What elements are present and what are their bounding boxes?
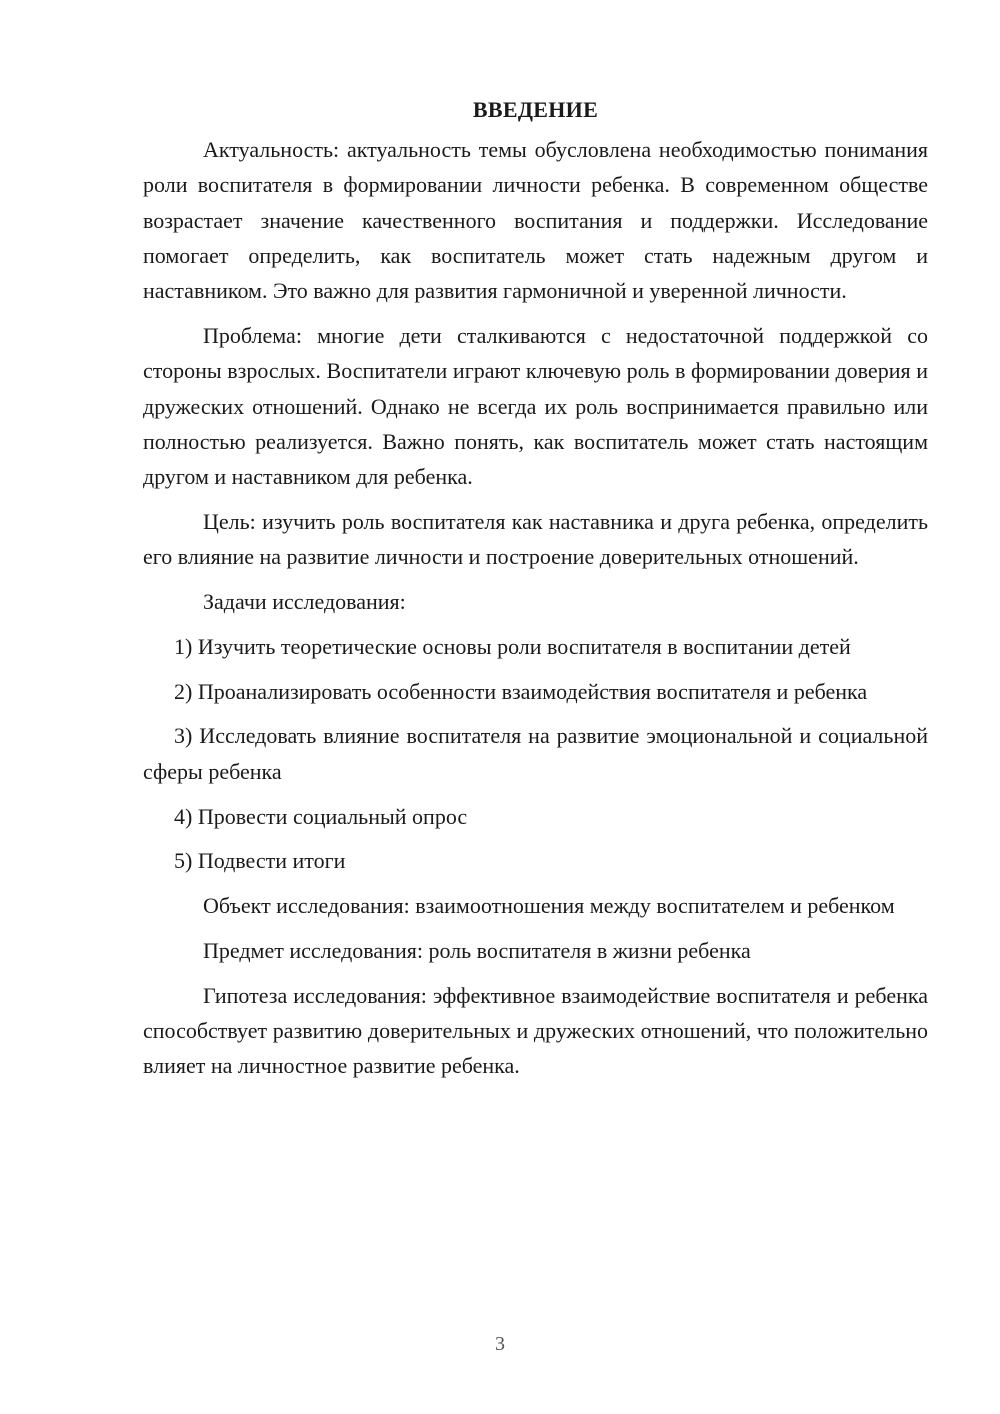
problem-paragraph: Проблема: многие дети сталкиваются с недостаточной поддержкой со стороны взрослых. Воспитатели играют ключевую роль в формировании доверия и дружеских отношений. Однако не всегда их роль воспринимается правильно или полностью реализуется. Важно понять, как воспитатель может стать настоящим другом и наставником для ребенка. [143,322,928,490]
task-item: 5) Подвести итоги [174,848,346,874]
tasks-list [143,629,928,879]
tasks-heading: Задачи исследования: [203,589,406,615]
task-item: 4) Провести социальный опрос [174,803,468,829]
page-title: ВВЕДЕНИЕ [472,97,599,122]
object-paragraph: Объект исследования: взаимоотношения между воспитателем и ребенком [203,893,895,919]
page-number: 3 [495,1333,505,1355]
relevance-paragraph: Актуальность: актуальность темы обусловлена необходимостью понимания роли воспитателя в формировании личности ребенка. В современном обществе возрастает значение качественного воспитания и поддержки. Исследование помогает определить, как воспитатель может стать надежным другом и наставником. Это важно для развития гармоничной и уверенной личности. [143,137,928,304]
task-item: 3) Исследовать влияние воспитателя на развитие эмоциональной и социальной сферы ребенка [143,723,928,784]
document-page [143,92,928,1084]
task-item: 2) Проанализировать особенности взаимодействия воспитателя и ребенка [174,678,868,704]
hypothesis-paragraph: Гипотеза исследования: эффективное взаимодействие воспитателя и ребенка способствует развитию доверительных и дружеских отношений, что положительно влияет на личностное развитие ребенка. [143,982,928,1079]
goal-paragraph: Цель: изучить роль воспитателя как наставника и друга ребенка, определить его влияние на развитие личности и построение доверительных отношений. [143,508,928,570]
subject-paragraph: Предмет исследования: роль воспитателя в жизни ребенка [203,937,751,963]
task-item: 1) Изучить теоретические основы роли воспитателя в воспитании детей [174,633,851,659]
